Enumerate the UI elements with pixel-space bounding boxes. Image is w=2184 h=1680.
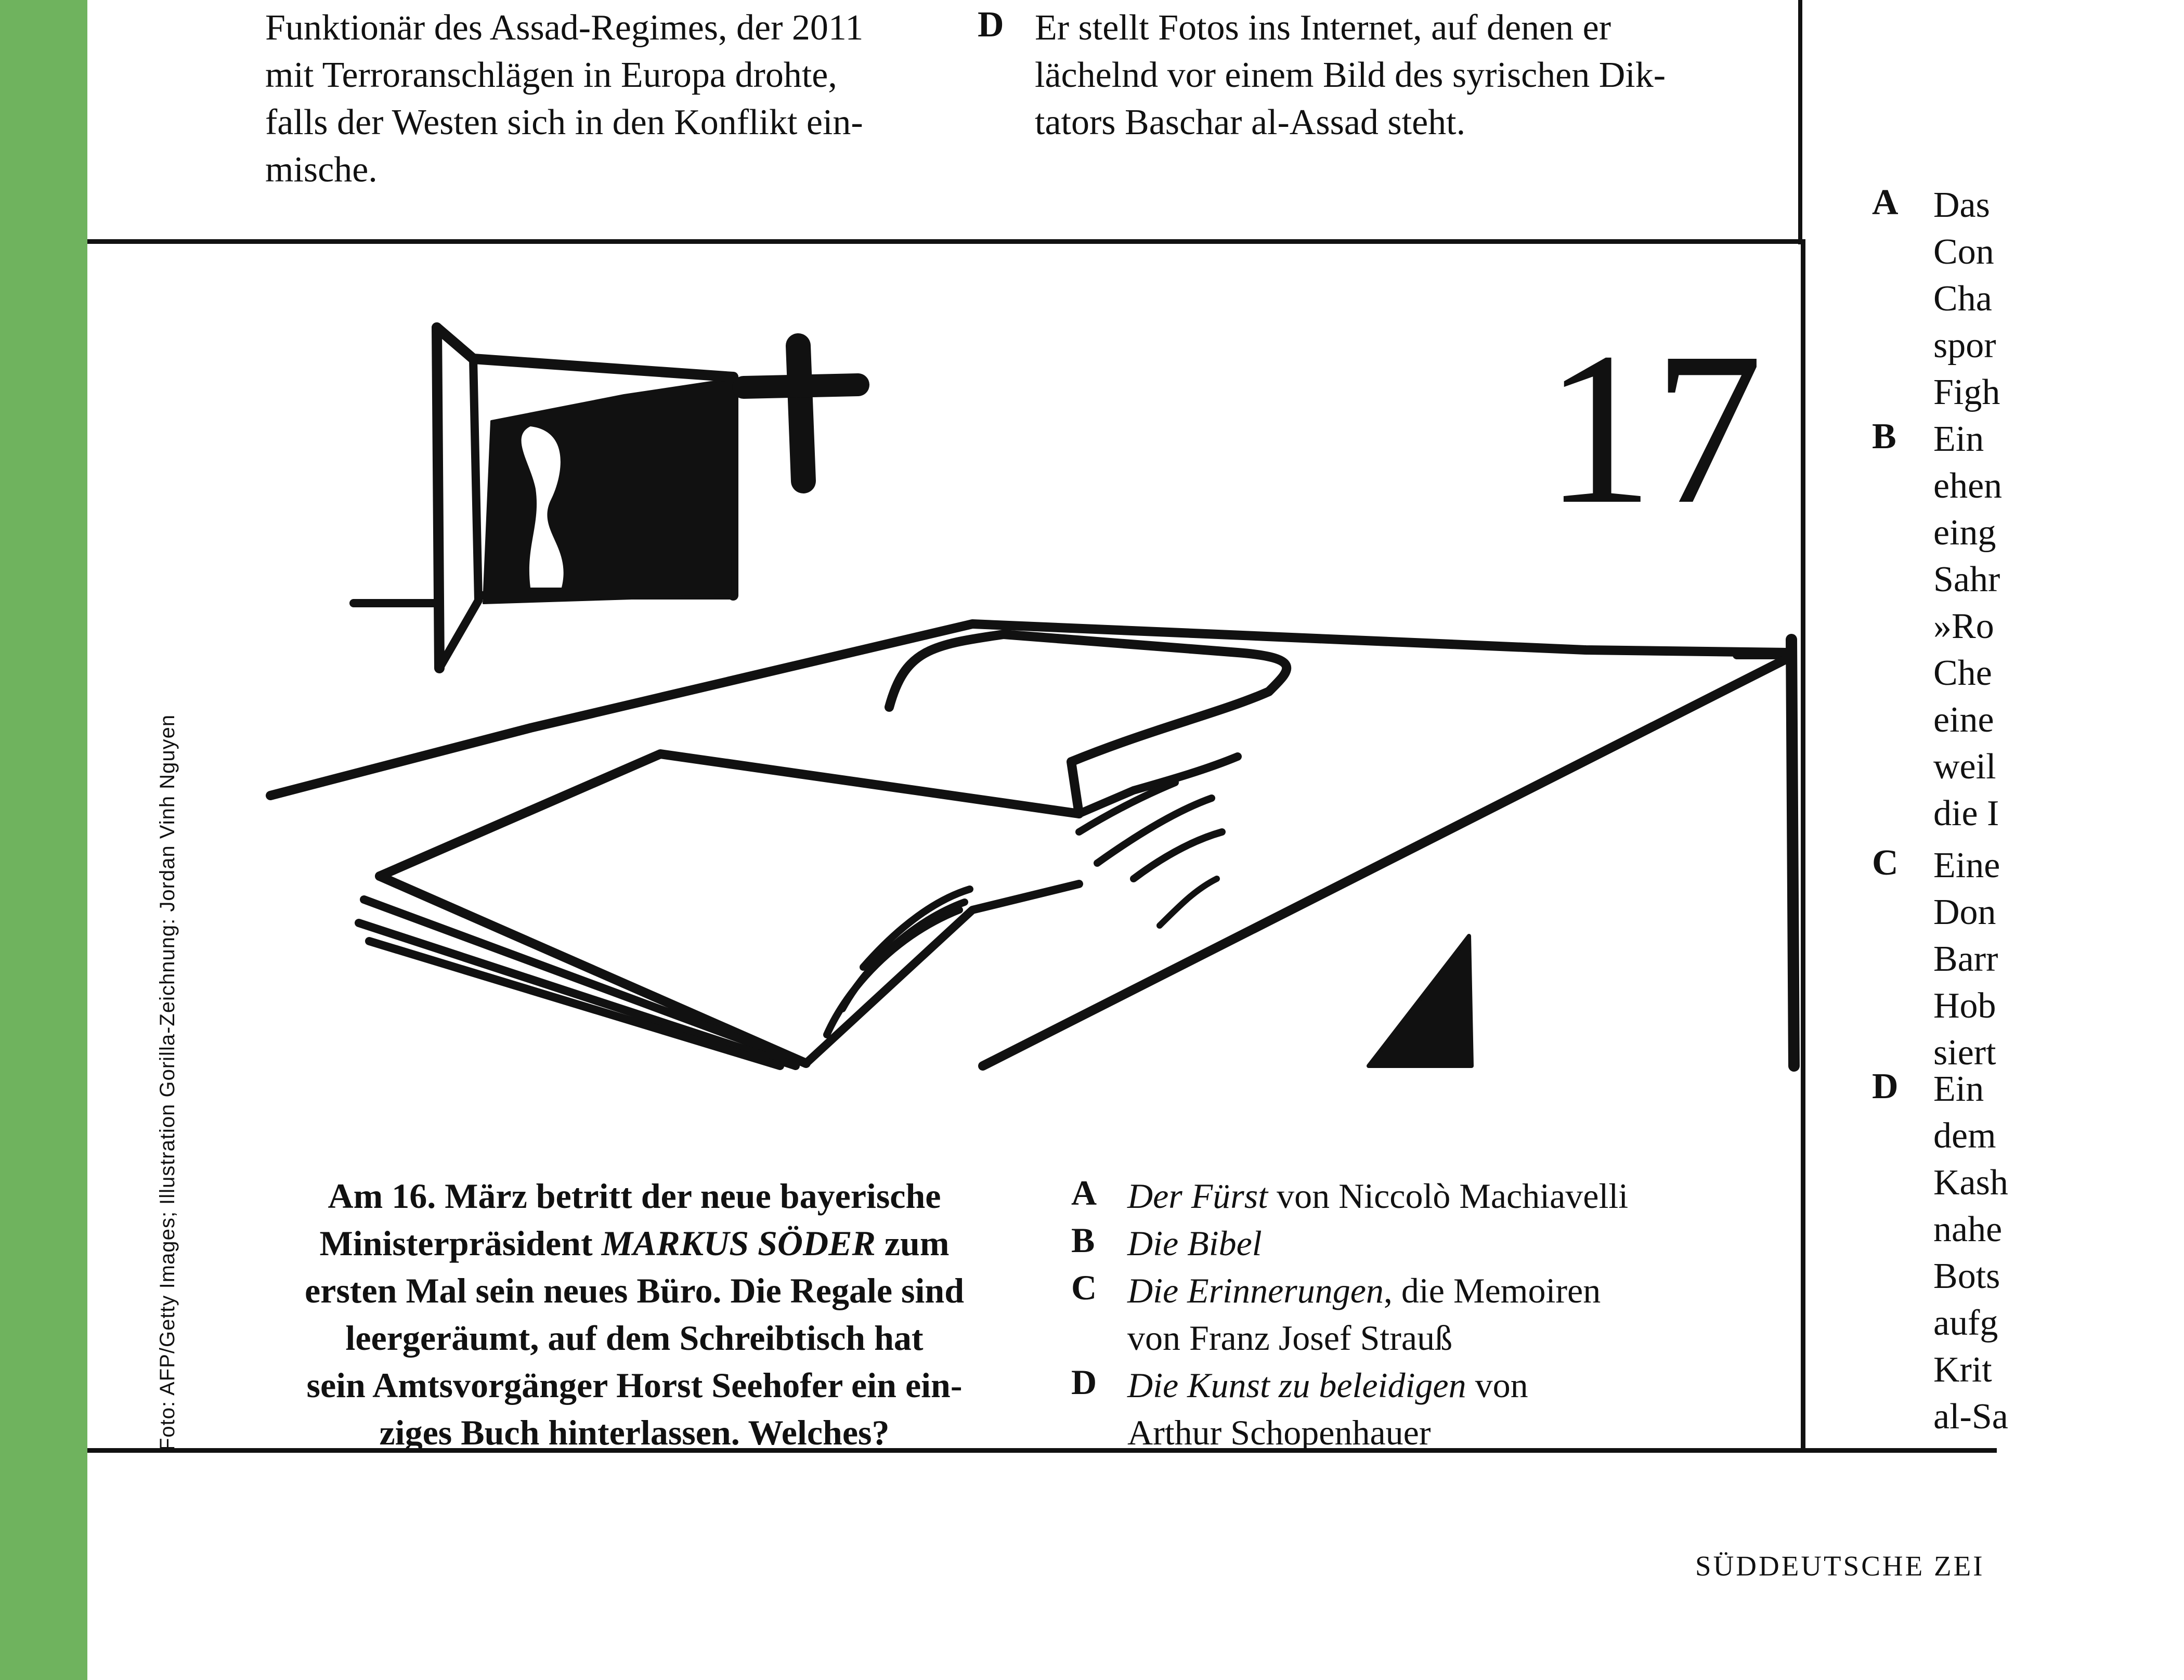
text-line: Funktionär des Assad-Regimes, der 2011	[265, 8, 864, 48]
text-fragment: Das	[1933, 185, 1990, 225]
text-fragment: siert	[1933, 1033, 1996, 1073]
text-fragment: eine	[1933, 700, 1994, 740]
top-column-divider	[1798, 0, 1802, 244]
question-line: ziges Buch hinterlassen. Welches?	[379, 1413, 890, 1452]
text-fragment: Bots	[1933, 1256, 2000, 1296]
question-number: 17	[1544, 307, 1763, 549]
book-title: Die Erinnerungen	[1127, 1271, 1384, 1310]
answer-rest: von Niccolò Machiavelli	[1268, 1176, 1629, 1216]
desk-book-illustration	[260, 307, 1763, 1123]
text-fragment: Ein	[1933, 419, 1984, 459]
answer-letter: C	[1071, 1268, 1097, 1307]
quiz-question	[244, 1173, 1024, 1456]
answer-text	[1035, 4, 1706, 146]
answer-text	[1127, 1267, 1601, 1314]
answer-text	[1127, 1173, 1628, 1220]
text-fragment: eing	[1933, 513, 1996, 553]
question-person-name: MARKUS SÖDER	[601, 1223, 876, 1263]
answer-letter: C	[1872, 843, 1899, 883]
answer-text	[1127, 1220, 1262, 1267]
text-fragment: Ein	[1933, 1069, 1984, 1109]
text-fragment: Krit	[1933, 1350, 1992, 1390]
adjacent-question-column	[1872, 182, 2008, 1456]
text-fragment: Che	[1933, 653, 1992, 693]
answer-text	[1127, 1362, 1528, 1409]
publication-name: SÜDDEUTSCHE ZEI	[1695, 1550, 1985, 1582]
text-fragment: aufg	[1933, 1303, 1998, 1343]
previous-question-text	[265, 4, 936, 193]
question-line: ersten Mal sein neues Büro. Die Regale sind	[304, 1271, 965, 1310]
text-fragment: Cha	[1933, 279, 1992, 319]
text-fragment: Figh	[1933, 372, 2000, 412]
answer-letter: A	[1872, 183, 1899, 223]
answer-text-line2: von Franz Josef Strauß	[1127, 1318, 1453, 1358]
question-line	[244, 1220, 1024, 1267]
green-margin-strip	[0, 0, 87, 1680]
top-divider	[87, 239, 1803, 244]
text-fragment: al-Sa	[1933, 1397, 2008, 1437]
text-fragment: dem	[1933, 1116, 1996, 1156]
text-line: lächelnd vor einem Bild des syrischen Dik-	[1035, 55, 1666, 95]
question-fragment: Ministerpräsident	[319, 1223, 602, 1263]
text-line: mit Terroranschlägen in Europa drohte,	[265, 55, 837, 95]
question-line: Am 16. März betritt der neue bayerische	[328, 1176, 941, 1216]
text-fragment: weil	[1933, 747, 1996, 787]
answer-letter: D	[1071, 1362, 1097, 1402]
text-fragment: Hob	[1933, 986, 1996, 1026]
text-fragment: Kash	[1933, 1163, 2008, 1203]
answer-letter: B	[1071, 1220, 1095, 1260]
text-fragment: Eine	[1933, 845, 2000, 885]
book-title: Der Fürst	[1127, 1176, 1268, 1216]
question-fragment: zum	[875, 1223, 950, 1263]
answer-letter: D	[1872, 1066, 1899, 1106]
text-fragment: »Ro	[1933, 606, 1994, 646]
book-icon	[359, 634, 1286, 1066]
answer-letter: B	[1872, 416, 1896, 457]
text-fragment: Sahr	[1933, 559, 2000, 600]
text-line: mische.	[265, 150, 378, 190]
question-line: leergeräumt, auf dem Schreibtisch hat	[345, 1318, 924, 1358]
text-fragment: Don	[1933, 892, 1996, 932]
right-column-divider	[1801, 239, 1805, 1453]
answer-rest: , die Memoiren	[1383, 1271, 1601, 1310]
answer-text-line2: Arthur Schopenhauer	[1127, 1413, 1431, 1452]
answer-letter: A	[1071, 1173, 1097, 1213]
cross-icon	[744, 346, 858, 481]
text-fragment: ehen	[1933, 466, 2003, 506]
book-title: Die Kunst zu beleidigen	[1127, 1365, 1466, 1405]
text-fragment: spor	[1933, 325, 1996, 366]
text-line: Er stellt Fotos ins Internet, auf denen er	[1035, 8, 1611, 48]
book-title: Die Bibel	[1127, 1223, 1262, 1263]
answer-rest: von	[1466, 1365, 1528, 1405]
text-line: falls der Westen sich in den Konflikt ein-	[265, 102, 863, 142]
text-fragment: Barr	[1933, 939, 1998, 979]
desk-icon	[270, 624, 1794, 1066]
text-fragment: nahe	[1933, 1209, 2003, 1249]
text-fragment: die I	[1933, 793, 1999, 834]
text-fragment: Con	[1933, 232, 1994, 272]
door-icon	[354, 328, 733, 668]
text-line: tators Baschar al-Assad steht.	[1035, 102, 1466, 142]
photo-credit: Foto: AFP/Getty Images; Illustration Gorilla-Zeichnung: Jordan Vinh Nguyen	[156, 714, 179, 1451]
answer-letter: D	[978, 5, 1004, 45]
question-line: sein Amtsvorgänger Horst Seehofer ein ein-	[306, 1365, 963, 1405]
